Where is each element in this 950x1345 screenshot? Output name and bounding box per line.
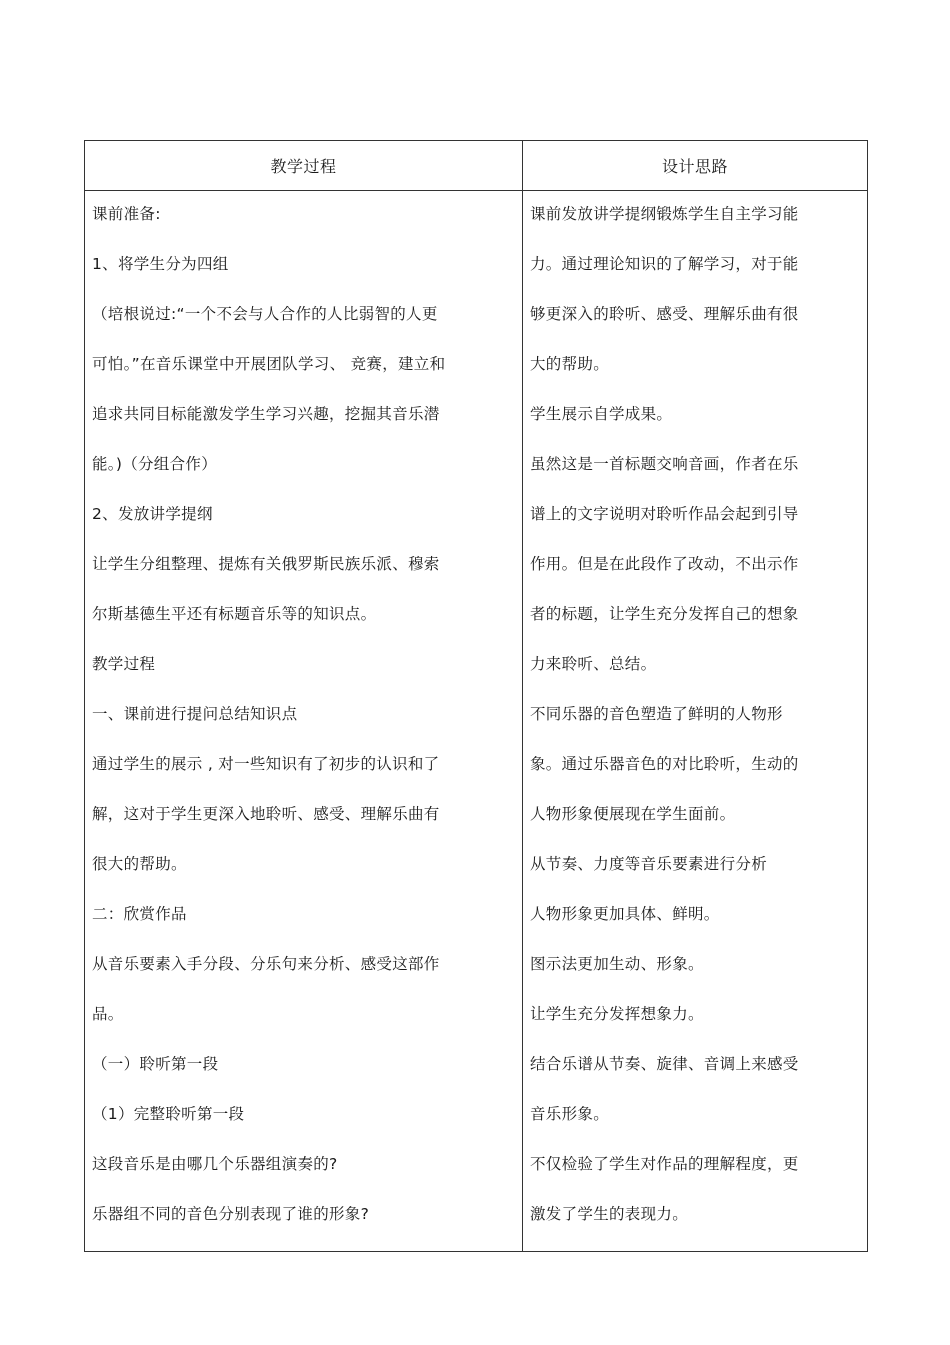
teaching-process-line: （培根说过:“一个不会与人合作的人比弱智的人更 [92, 305, 438, 323]
teaching-process-line: 一、课前进行提问总结知识点 [92, 705, 298, 723]
teaching-process-line: 让学生分组整理、提炼有关俄罗斯民族乐派、穆索 [92, 555, 440, 573]
design-idea-line: 象。通过乐器音色的对比聆听，生动的 [530, 755, 799, 773]
design-idea-line: 谱上的文字说明对聆听作品会起到引导 [530, 505, 799, 523]
design-idea-line: 图示法更加生动、形象。 [530, 955, 704, 973]
design-idea-text [523, 191, 867, 1251]
design-idea-line: 力。通过理论知识的了解学习，对于能 [530, 255, 799, 273]
design-idea-line: 者的标题，让学生充分发挥自己的想象 [530, 605, 799, 623]
design-idea-line: 音乐形象。 [530, 1105, 610, 1123]
teaching-process-line: 教学过程 [92, 655, 156, 673]
design-idea-line: 大的帮助。 [530, 355, 610, 373]
teaching-process-line: 从音乐要素入手分段、分乐句来分析、感受这部作 [92, 955, 440, 973]
teaching-process-line: 2、发放讲学提纲 [92, 505, 213, 523]
design-idea-line: 虽然这是一首标题交响音画，作者在乐 [530, 455, 799, 473]
header-teaching-process: 教学过程 [85, 141, 523, 191]
teaching-process-line: 很大的帮助。 [92, 855, 187, 873]
design-idea-line: 力来聆听、总结。 [530, 655, 657, 673]
design-idea-line: 作用。但是在此段作了改动，不出示作 [530, 555, 799, 573]
design-idea-cell [523, 191, 868, 1252]
teaching-process-line: 能。)（分组合作） [92, 455, 217, 473]
design-idea-line: 激发了学生的表现力。 [530, 1205, 689, 1223]
teaching-process-text [85, 191, 522, 1251]
design-idea-line: 不同乐器的音色塑造了鲜明的人物形 [530, 705, 783, 723]
design-idea-line: 学生展示自学成果。 [530, 405, 673, 423]
teaching-process-line: 尔斯基德生平还有标题音乐等的知识点。 [92, 605, 377, 623]
design-idea-line: 人物形象更加具体、鲜明。 [530, 905, 720, 923]
teaching-process-line: 1、将学生分为四组 [92, 255, 229, 273]
teaching-process-line: （一）聆听第一段 [92, 1055, 219, 1073]
teaching-process-line: 解，这对于学生更深入地聆听、感受、理解乐曲有 [92, 805, 440, 823]
design-idea-line: 从节奏、力度等音乐要素进行分析 [530, 855, 768, 873]
teaching-process-line: （1）完整聆听第一段 [92, 1105, 245, 1123]
teaching-process-line: 可怕。”在音乐课堂中开展团队学习、 竞赛，建立和 [92, 355, 446, 373]
teaching-process-line: 品。 [92, 1005, 124, 1023]
table-header-row [85, 141, 868, 191]
design-idea-line: 够更深入的聆听、感受、理解乐曲有很 [530, 305, 799, 323]
lesson-plan-table [84, 140, 868, 1252]
design-idea-line: 结合乐谱从节奏、旋律、音调上来感受 [530, 1055, 799, 1073]
teaching-process-line: 追求共同目标能激发学生学习兴趣，挖掘其音乐潜 [92, 405, 440, 423]
teaching-process-line: 二：欣赏作品 [92, 905, 187, 923]
teaching-process-line: 课前准备: [92, 205, 161, 223]
teaching-process-line: 通过学生的展示 , 对一些知识有了初步的认识和了 [92, 755, 440, 773]
header-design-idea: 设计思路 [523, 141, 868, 191]
design-idea-line: 不仅检验了学生对作品的理解程度，更 [530, 1155, 799, 1173]
design-idea-line: 人物形象便展现在学生面前。 [530, 805, 736, 823]
design-idea-line: 让学生充分发挥想象力。 [530, 1005, 704, 1023]
teaching-process-line: 这段音乐是由哪几个乐器组演奏的? [92, 1155, 338, 1173]
teaching-process-cell [85, 191, 523, 1252]
table-body-row [85, 191, 868, 1252]
design-idea-line: 课前发放讲学提纲锻炼学生自主学习能 [530, 205, 799, 223]
teaching-process-line: 乐器组不同的音色分别表现了谁的形象? [92, 1205, 370, 1223]
